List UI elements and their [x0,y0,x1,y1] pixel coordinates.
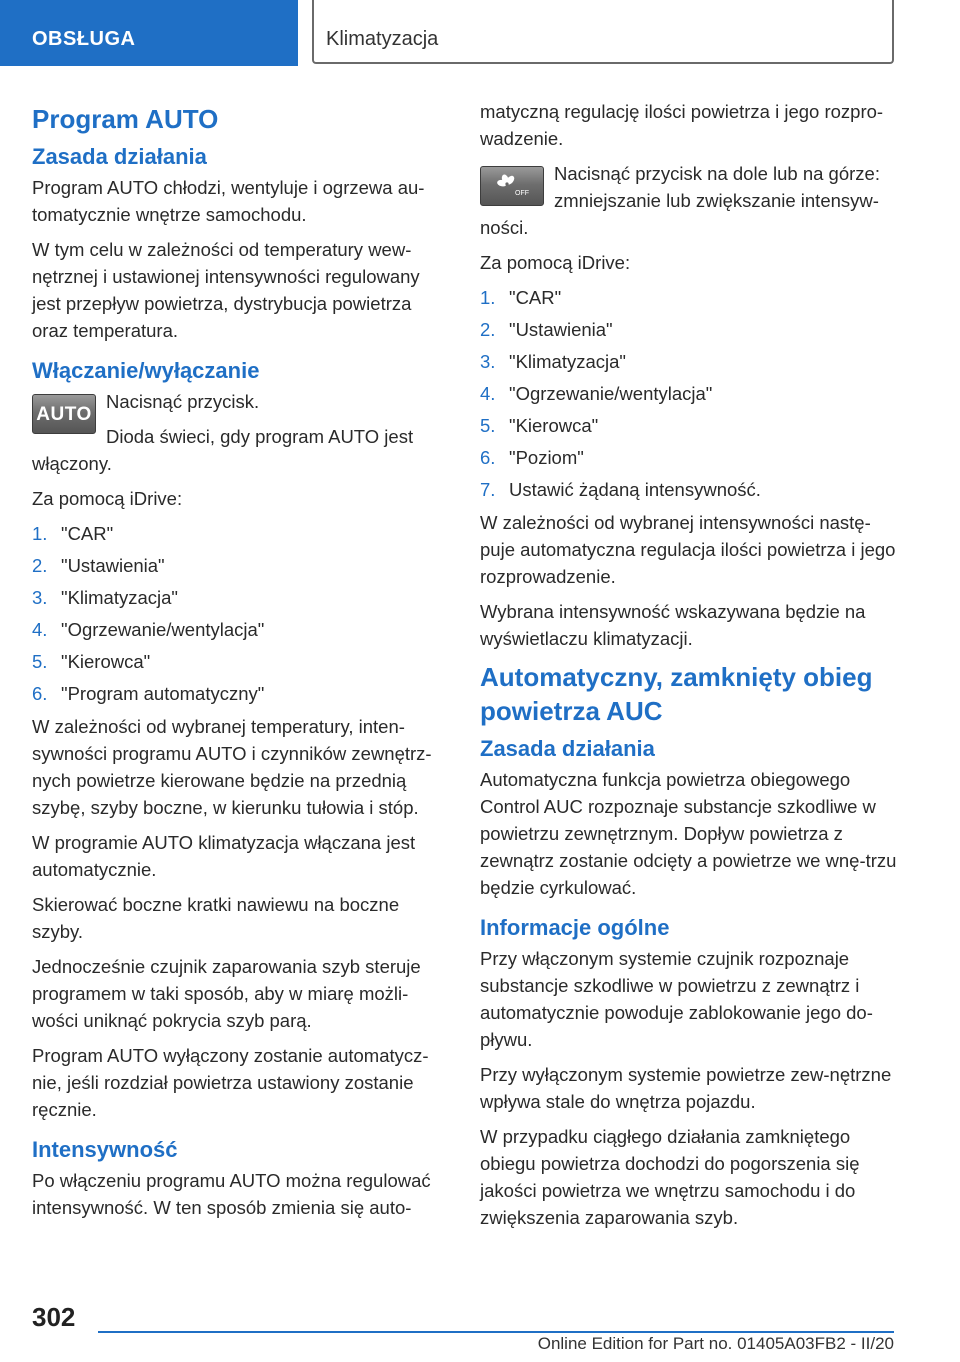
auto-paragraph-1: W zależności od wybranej temperatury, inten-sywności programu AUTO i czynników zewnętrz-nych powietrze kierowane będzie na przednią szybę, szyby boczne, w kierunku tułowia i stóp. [32,716,432,818]
page-number: 302 [32,1302,76,1332]
list-item: 6. "Poziom" [480,447,584,468]
onoff-heading: Włączanie/wyłączanie [32,358,260,383]
list-item: 3. "Klimatyzacja" [480,351,626,372]
list-item: 2. "Ustawienia" [32,555,165,576]
program-auto-title: Program AUTO [32,104,219,134]
general-paragraph-2: Przy wyłączonym systemie powietrze zew-nętrzne wpływa stale do wnętrza pojazdu. [480,1064,892,1112]
intensity-heading: Intensywność [32,1137,178,1162]
principle-paragraph-2: W tym celu w zależności od temperatury wew-nętrznej i ustawionej intensywności regulowany jest przepływ powietrza, dystrybucja powietrza oraz temperatura. [32,239,420,341]
idrive-intro: Za pomocą iDrive: [32,488,183,509]
auc-title: Automatyczny, zamknięty obieg powietrza AUC [480,662,873,726]
svg-text:OFF: OFF [515,190,529,197]
general-paragraph-3: W przypadku ciągłego działania zamkniętego obiegu powietrza dochodzi do pogorszenia się jakości powietrza we wnętrzu samochodu i do zwiększenia zaparowania szyb. [480,1126,860,1228]
idrive-steps-intensity [480,284,898,503]
led-text: Dioda świeci, gdy program AUTO jest włączony. [32,426,414,474]
fan-button-row [480,160,898,249]
list-item: 6. "Program automatyczny" [32,683,265,704]
list-item: 1. "CAR" [480,287,562,308]
continued-paragraph: matyczną regulację ilości powietrza i jego rozpro-wadzenie. [480,101,884,149]
list-item: 2. "Ustawienia" [480,319,613,340]
auto-paragraph-5: Program AUTO wyłączony zostanie automatycz-nie, jeśli rozdział powietrza ustawiony zostanie ręcznie. [32,1045,429,1120]
intensity-paragraph-1: W zależności od wybranej intensywności nastę-puje automatyczna regulacja ilości powietrza i jego rozprowadzenie. [480,512,896,587]
fan-off-button-icon [480,166,544,206]
auto-paragraph-2: W programie AUTO klimatyzacja włączana jest automatycznie. [32,832,416,880]
auc-principle-heading: Zasada działania [480,736,655,761]
general-paragraph-1: Przy włączonym systemie czujnik rozpoznaje substancje szkodliwe w powietrzu z zewnątrz i automatycznie powoduje zablokowanie jego do-pływu. [480,948,873,1050]
auto-button-icon: AUTO [32,394,96,434]
list-item: 5. "Kierowca" [32,651,151,672]
list-item: 5. "Kierowca" [480,415,599,436]
fan-button-text: Nacisnąć przycisk na dole lub na górze: zmniejszanie lub zwiększanie intensyw-ności. [480,163,880,238]
general-info-heading: Informacje ogólne [480,915,670,940]
right-column [480,98,898,1239]
idrive-steps-auto [32,520,450,707]
intensity-paragraph: Po włączeniu programu AUTO można regulować intensywność. W ten sposób zmienia się auto- [32,1170,431,1218]
fan-icon [495,173,529,199]
list-item: 7. Ustawić żądaną intensywność. [480,479,761,500]
footer-divider [98,1331,894,1333]
intensity-paragraph-2: Wybrana intensywność wskazywana będzie na wyświetlaczu klimatyzacji. [480,601,866,649]
list-item: 4. "Ogrzewanie/wentylacja" [480,383,713,404]
list-item: 3. "Klimatyzacja" [32,587,178,608]
principle-paragraph-1: Program AUTO chłodzi, wentyluje i ogrzewa au-tomatycznie wnętrze samochodu. [32,177,425,225]
footer-edition: Online Edition for Part no. 01405A03FB2 - II/20 [537,1334,894,1353]
auto-button-row [32,388,450,485]
auto-paragraph-4: Jednocześnie czujnik zaparowania szyb steruje programem w taki sposób, aby w miarę możli-wości uniknąć pokrycia szyb parą. [32,956,421,1031]
chapter-tab: Klimatyzacja [312,0,894,64]
idrive-intro-2: Za pomocą iDrive: [480,252,631,273]
principle-heading: Zasada działania [32,144,207,169]
page-header [0,0,960,66]
list-item: 4. "Ogrzewanie/wentylacja" [32,619,265,640]
section-tab: OBSŁUGA [0,0,298,66]
auc-principle-paragraph: Automatyczna funkcja powietrza obiegowego Control AUC rozpoznaje substancje szkodliwe w powietrzu zewnętrznym. Dopływ powietrza z zewnątrz zostanie odcięty a powietrze we wnę-trzu będzie cyrkulować. [480,769,897,898]
list-item: 1. "CAR" [32,523,114,544]
press-button-text: Nacisnąć przycisk. [106,391,260,412]
left-column [32,98,450,1229]
auto-paragraph-3: Skierować boczne kratki nawiewu na boczne szyby. [32,894,400,942]
